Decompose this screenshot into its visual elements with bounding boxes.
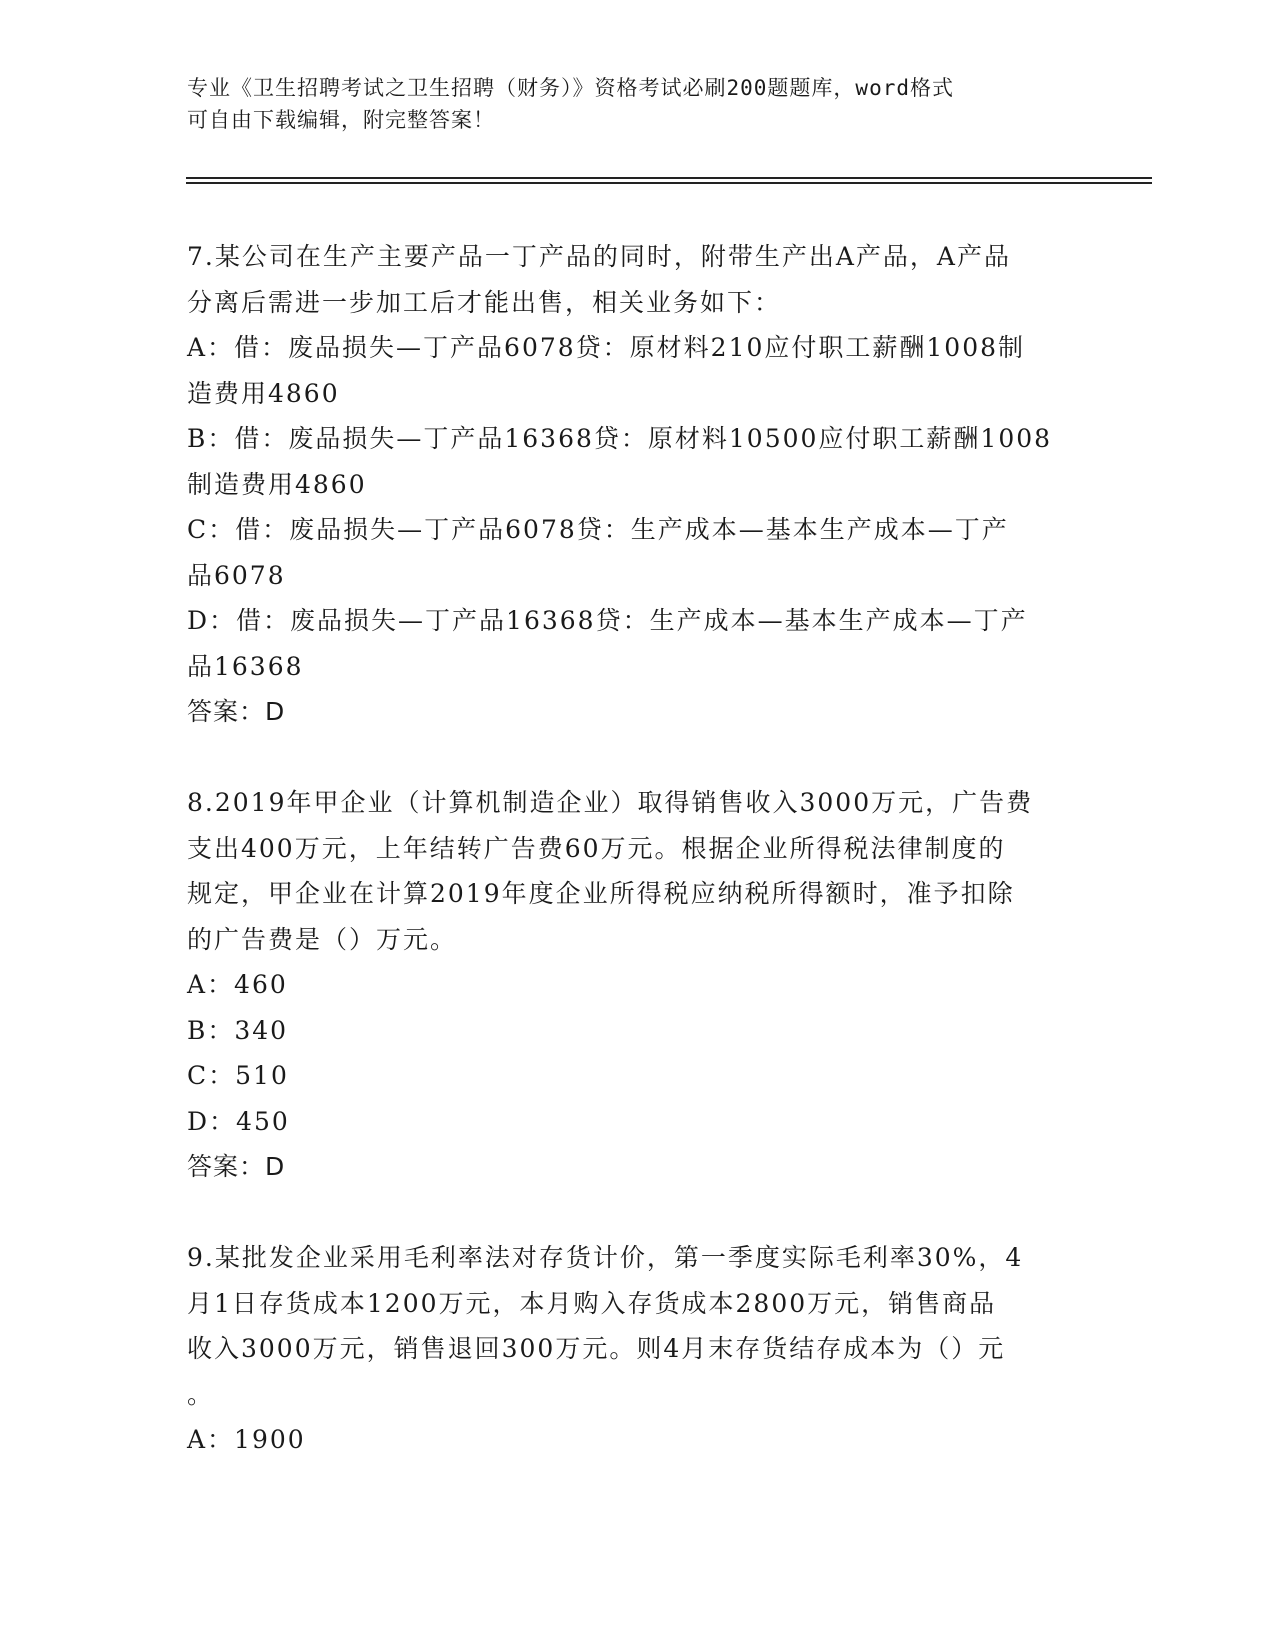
question-text: 7.某公司在生产主要产品一丁产品的同时，附带生产出A产品，A产品 [187,242,1011,271]
header-line: 可自由下载编辑，附完整答案！ [187,108,495,132]
option-c: C：借：废品损失—丁产品6078贷：生产成本—基本生产成本—丁产 [187,515,1009,544]
question-7 [187,234,1087,735]
option-b: B：340 [187,1015,289,1045]
spacer [187,1190,1087,1236]
question-9 [187,1235,1087,1463]
option-c: C：510 [187,1061,289,1090]
question-text: 支出400万元，上年结转广告费60万元。根据企业所得税法律制度的 [187,833,1006,863]
answer: 答案：D [187,697,286,726]
option-b-cont: 制造费用4860 [187,469,367,499]
header-divider [186,177,1152,179]
option-d: D：450 [187,1106,290,1136]
header-line: 专业《卫生招聘考试之卫生招聘（财务）》资格考试必刷200题题库，word格式 [187,76,954,100]
question-text: 分离后需进一步加工后才能出售，相关业务如下： [187,287,782,317]
question-text: 。 [187,1379,215,1409]
question-text: 收入3000万元，销售退回300万元。则4月末存货结存成本为（）元 [187,1334,1006,1363]
question-text: 月1日存货成本1200万元，本月购入存货成本2800万元，销售商品 [187,1288,997,1318]
option-c-cont: 品6078 [187,560,286,590]
option-d-cont: 品16368 [187,651,304,681]
option-a: A：460 [187,970,288,999]
option-d: D：借：废品损失—丁产品16368贷：生产成本—基本生产成本—丁产 [187,606,1028,635]
option-a: A：借：废品损失—丁产品6078贷：原材料210应付职工薪酬1008制 [187,333,1026,362]
question-list [187,234,1087,1463]
question-text: 规定，甲企业在计算2019年度企业所得税应纳税所得额时，准予扣除 [187,879,1015,908]
question-8 [187,780,1087,1190]
document-header [187,72,1087,136]
answer: 答案：D [187,1152,286,1181]
option-a-cont: 造费用4860 [187,378,340,408]
spacer [187,735,1087,781]
question-text: 的广告费是（）万元。 [187,924,458,954]
question-text: 8.2019年甲企业（计算机制造企业）取得销售收入3000万元，广告费 [187,788,1034,817]
option-b: B：借：废品损失—丁产品16368贷：原材料10500应付职工薪酬1008 [187,424,1053,453]
question-text: 9.某批发企业采用毛利率法对存货计价，第一季度实际毛利率30%，4 [187,1243,1024,1272]
header-divider [186,182,1152,184]
option-a: A：1900 [187,1425,306,1454]
